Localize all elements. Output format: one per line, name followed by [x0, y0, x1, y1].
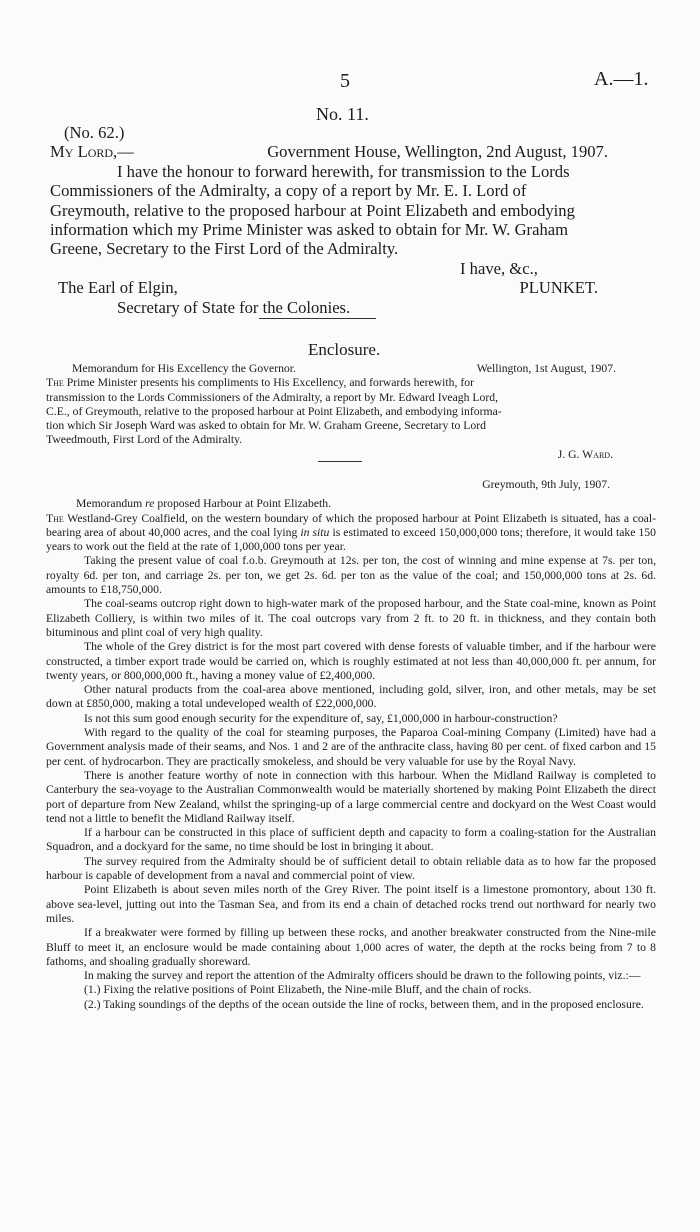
sender-place-date: Government House, Wellington, 2nd August, 1907.	[267, 142, 608, 162]
memo-line: C.E., of Greymouth, relative to the proposed harbour at Point Elizabeth, and embodying informa-	[46, 404, 502, 418]
memo-signature: J. G. Ward.	[557, 447, 613, 461]
addressee-title: Secretary of State for the Colonies.	[117, 297, 351, 317]
memo2-heading: Memorandum re proposed Harbour at Point Elizabeth.	[76, 497, 332, 511]
memo2-paragraph: (2.) Taking soundings of the depths of the ocean outside the line of rocks, between them, and in the proposed enclosure.	[84, 997, 644, 1011]
harbour-memorandum	[46, 478, 656, 1012]
memo-heading-row	[46, 362, 656, 376]
paper-reference: A.—1.	[594, 68, 649, 90]
letter-body-line: Greymouth, relative to the proposed harbour at Point Elizabeth and embodying	[50, 200, 575, 220]
memo-line: The Prime Minister presents his compliments to His Excellency, and forwards herewith, for	[46, 376, 474, 390]
memo2-paragraph: In making the survey and report the attention of the Admiralty officers should be drawn to the following points, viz.:—	[84, 969, 641, 983]
enclosure-memo	[46, 362, 656, 462]
letter-closing: I have, &c.,	[460, 258, 538, 278]
memo2-paragraph: Is not this sum good enough security for the expenditure of, say, £1,000,000 in harbour-construction?	[84, 711, 558, 725]
memo2-paragraph: (1.) Fixing the relative positions of Point Elizabeth, the Nine-mile Bluff, and the chain of rocks.	[84, 983, 532, 997]
letter-signature-row	[50, 278, 610, 297]
memo2-paragraph: Taking the present value of coal f.o.b. Greymouth at 12s. per ton, the cost of winning and mine expense at 7s. per ton, royalty 6d. per ton, and carriage 2s. per ton, we get 2s. 6d. per ton as the value of the coal; and 150,000,000 tons at 2s. 6d. amounts to £18,750,000.	[46, 554, 656, 597]
page-number: 5	[340, 70, 350, 92]
memo2-paragraph: If a breakwater were formed by filling up between these rocks, and another breakwater constructed from the Nine-mile Bluff to meet it, an enclosure would be made containing about 1,000 acres of water, the depth at the rocks being from 7 to 8 fathoms, and shoaling gradually shoreward.	[46, 926, 656, 968]
memo-line: tion which Sir Joseph Ward was asked to obtain for Mr. W. Graham Greene, Secretary to Lord	[46, 419, 486, 433]
memo2-paragraph: With regard to the quality of the coal for steaming purposes, the Paparoa Coal-mining Company (Limited) have had a Government analysis made of their seams, and Nos. 1 and 2 are of the anthracite class, having 80 per cent. of fixed carbon and 15 per cent. of hydrocarbon. They are practically smokeless, and should be very valuable for use by the Royal Navy.	[46, 726, 656, 768]
letter-body-line: information which my Prime Minister was asked to obtain for Mr. W. Graham	[50, 220, 569, 240]
letter-body-line: Greene, Secretary to the First Lord of the Admiralty.	[50, 239, 399, 259]
memo-line: Tweedmouth, First Lord of the Admiralty.	[46, 433, 243, 447]
memo2-paragraph: The coal-seams outcrop right down to high-water mark of the proposed harbour, and the State coal-mine, known as Point Elizabeth Colliery, is within two miles of it. The coal outcrops vary from 2 ft. to 20 ft. in thickness, and they contain both bituminous and plint coal of very high quality.	[46, 597, 656, 639]
letter-body-line: Commissioners of the Admiralty, a copy of a report by Mr. E. I. Lord of	[50, 181, 527, 201]
addressee: The Earl of Elgin,	[58, 278, 178, 298]
letter	[50, 123, 610, 317]
memo2-paragraph: If a harbour can be constructed in this place of sufficient depth and capacity to form a coaling-station for the Australian Squadron, and a dockyard for the same, no time should be lost in bringing it about.	[46, 826, 656, 854]
document-number: No. 11.	[316, 104, 369, 124]
salutation: My Lord,—	[50, 142, 134, 162]
memo2-paragraph: Other natural products from the coal-area above mentioned, including gold, silver, iron, and other metals, may be set down at £850,000, making a total undeveloped wealth of £22,000,000.	[46, 683, 656, 711]
letter-reference: (No. 62.)	[64, 123, 125, 142]
memo-heading: Memorandum for His Excellency the Governor.	[72, 362, 296, 375]
memo2-paragraph: The survey required from the Admiralty should be of sufficient detail to obtain reliable data as to how far the proposed harbour is capable of development from a naval and commercial point of view.	[46, 854, 656, 883]
enclosure-title: Enclosure.	[308, 340, 381, 359]
memo2-paragraph: There is another feature worthy of note in connection with this harbour. When the Midland Railway is completed to Canterbury the sea-voyage to the Australian Commonwealth would be materially shortened by making Point Elizabeth the direct port of departure from New Zealand, whilst the springing-up of a large commercial centre and dockyard on the West Coast would tend not a little to benefit the Midland Railway itself.	[46, 768, 656, 825]
short-divider	[318, 461, 362, 462]
memo-place-date: Wellington, 1st August, 1907.	[476, 362, 616, 375]
memo2-place-date: Greymouth, 9th July, 1907.	[482, 478, 610, 491]
signature: PLUNKET.	[519, 278, 598, 298]
memo2-paragraph: The whole of the Grey district is for the most part covered with dense forests of valuable timber, and if the harbour were constructed, a timber export trade would be carried on, which is roughly estimated at not less than 40,000,000 ft. per annum, for twenty years, or 800,000,000 ft., having a money value of £2,400,000.	[46, 640, 656, 682]
letter-salutation-row	[50, 142, 610, 161]
memo-lead-word: The	[46, 376, 64, 390]
memo2-paragraph: The Westland-Grey Coalfield, on the western boundary of which the proposed harbour at Point Elizabeth is situated, has a coal-bearing area of about 40,000 acres, and the coal lying in situ is estimated to exceed 150,000,000 tons; therefore, it would take 150 years to work out the field at the rate of 1,000,000 tons per year.	[46, 511, 656, 554]
memo-line: transmission to the Lords Commissioners of the Admiralty, a report by Mr. Edward Iveagh Lord,	[46, 390, 499, 404]
section-divider	[259, 318, 376, 319]
letter-body-line: I have the honour to forward herewith, for transmission to the Lords	[117, 161, 570, 181]
memo2-paragraph: Point Elizabeth is about seven miles north of the Grey River. The point itself is a limestone promontory, about 130 ft. above sea-level, jutting out into the Tasman Sea, and from its end a chain of detached rocks trend out northward for nearly two miles.	[46, 883, 656, 925]
